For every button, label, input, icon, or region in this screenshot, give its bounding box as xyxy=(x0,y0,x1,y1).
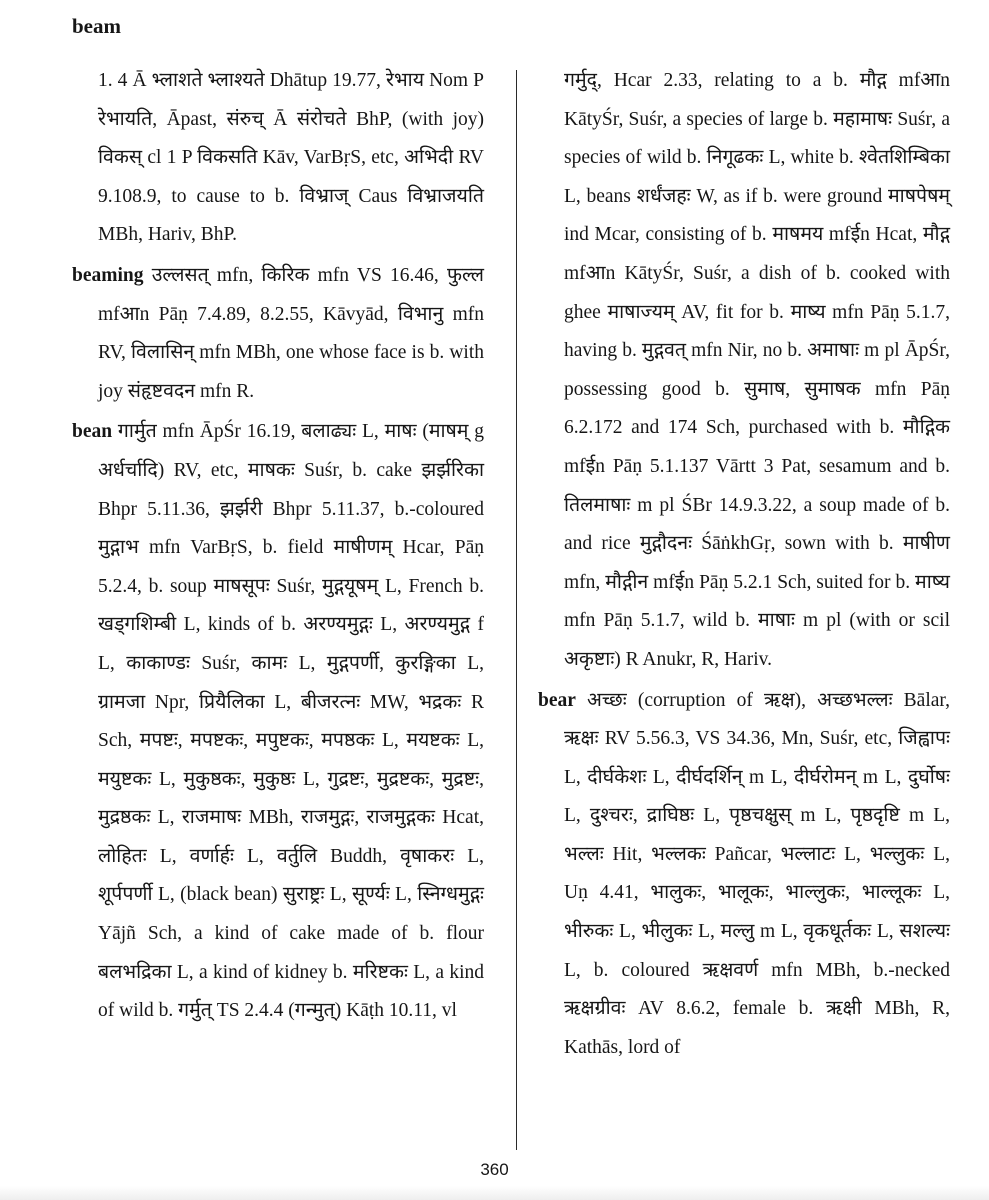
headword: bean xyxy=(72,421,113,443)
scan-edge-shade xyxy=(0,1186,989,1200)
entry-text: 1. 4 Ā भ्लाशते भ्लाश्यते Dhātup 19.77, रेभाय Nom P रेभायति, Āpast, संरुच् Ā संरोचते BhP, (with joy) विकस् cl 1 P विकसति Kāv, VarBṛS, etc, अभिदी RV 9.108.9, to cause to b. विभ्राज् Caus विभ्राजयति MBh, Hariv, BhP. xyxy=(98,70,484,246)
entry-text: गार्मुत mfn ĀpŚr 16.19, बलाढ्यः L, माषः (माषम् g अर्धर्चादि) RV, etc, माषकः Suśr, b. cake झर्झरिका Bhpr 5.11.36, झर्झरी Bhpr 5.11.37, b.-coloured मुद्गाभ mfn VarBṛS, b. field माषीणम् Hcar, Pāṇ 5.2.4, b. soup माषसूपः Suśr, मुद्गयूषम् L, French b. खड्गशिम्बी L, kinds of b. अरण्यमुद्गः L, अरण्यमुद्ग f L, काकाण्डः Suśr, कामः L, मुद्गपर्णी, कुरङ्गिका L, ग्रामजा Npr, प्रियैलिका L, बीजरत्नः MW, भद्रकः R Sch, मपष्टः, मपष्टकः, मपुष्टकः, मपष्ठकः L, मयष्टकः L, मयुष्टकः L, मुकुष्ठकः, मुकुष्ठः L, गुद्रष्टः, मुद्रष्टकः, मुद्रष्टः, मुद्रष्ठकः L, राजमाषः MBh, राजमुद्गः, राजमुद्गकः Hcat, लोहितः L, वर्णार्हः L, वर्तुलि Buddh, वृषाकरः L, शूर्पपर्णी L, (black bean) सुराष्ट्रः L, सूर्ण्यः L, स्निग्धमुद्गः Yājñ Sch, a kind of cake made of b. flour बलभद्रिका L, a kind of kidney b. मरिष्टकः L, a kind of wild b. गर्मुत् TS 2.4.4 (गन्मुत्) Kāṭh 10.11, vl xyxy=(98,421,485,1022)
headword: beaming xyxy=(72,264,144,286)
entry-text: अच्छः (corruption of ऋक्ष), अच्छभल्लः Bālar, ऋक्षः RV 5.56.3, VS 34.36, Mn, Suśr, etc, जिह्वापः L, दीर्घकेशः L, दीर्घदर्शिन् m L, दीर्घरोमन् m L, दुर्घोषः L, दुश्चरः, द्राघिष्ठः L, पृष्ठचक्षुस् m L, पृष्ठदृष्टि m L, भल्लः Hit, भल्लकः Pañcar, भल्लाटः L, भल्लुकः L, Uṇ 4.41, भालुकः, भालूकः, भाल्लुकः, भाल्लूकः L, भीरुकः L, भीलुकः L, मल्लु m L, वृकधूर्तकः L, सशल्यः L, b. coloured ऋक्षवर्ण mfn MBh, b.-necked ऋक्षग्रीवः AV 8.6.2, female b. ऋक्षी MBh, R, Kathās, lord of xyxy=(564,689,950,1058)
left-column xyxy=(72,62,484,1031)
headword: bear xyxy=(538,689,576,711)
entry-text: उल्लसत् mfn, किरिक mfn VS 16.46, फुल्ल mfआn Pāṇ 7.4.89, 8.2.55, Kāvyād, विभानु mfn RV, विलासिन् mfn MBh, one whose face is b. with joy संहृष्टवदन mfn R. xyxy=(98,264,484,402)
column-divider xyxy=(516,70,517,1150)
page-number: 360 xyxy=(480,1160,509,1179)
entry-continuation xyxy=(72,62,484,255)
entry-text: गर्मुद्, Hcar 2.33, relating to a b. मौद्ग mfआn KātyŚr, Suśr, a species of large b. महामाषः Suśr, a species of wild b. निगूढकः L, white b. श्वेतशिम्बिका L, beans शर्धंजहः W, as if b. were ground माषपेषम् ind Mcar, consisting of b. माषमय mfईn Hcat, मौद्ग mfआn KātyŚr, Suśr, a dish of b. cooked with ghee माषाज्यम् AV, fit for b. माष्य mfn Pāṇ 5.1.7, having b. मुद्गवत् mfn Nir, no b. अमाषाः m pl ĀpŚr, possessing good b. सुमाष, सुमाषक mfn Pāṇ 6.2.172 and 174 Sch, purchased with b. मौद्गिक mfईn Pāṇ 5.1.137 Vārtt 3 Pat, sesamum and b. तिलमाषाः m pl ŚBr 14.9.3.22, a soup made of b. and rice मुद्गौदनः ŚāṅkhGṛ, sown with b. माषीण mfn, मौद्गीन mfईn Pāṇ 5.2.1 Sch, suited for b. माष्य mfn Pāṇ 5.1.7, wild b. माषाः m pl (with or scil अकृष्टाः) R Anukr, R, Hariv. xyxy=(564,70,950,670)
entry-continuation xyxy=(538,62,950,680)
entry-bear xyxy=(538,682,950,1068)
page-header-guide-word: beam xyxy=(72,14,121,38)
right-column xyxy=(538,62,950,1067)
entry-bean xyxy=(72,413,484,1031)
entry-beaming xyxy=(72,257,484,411)
